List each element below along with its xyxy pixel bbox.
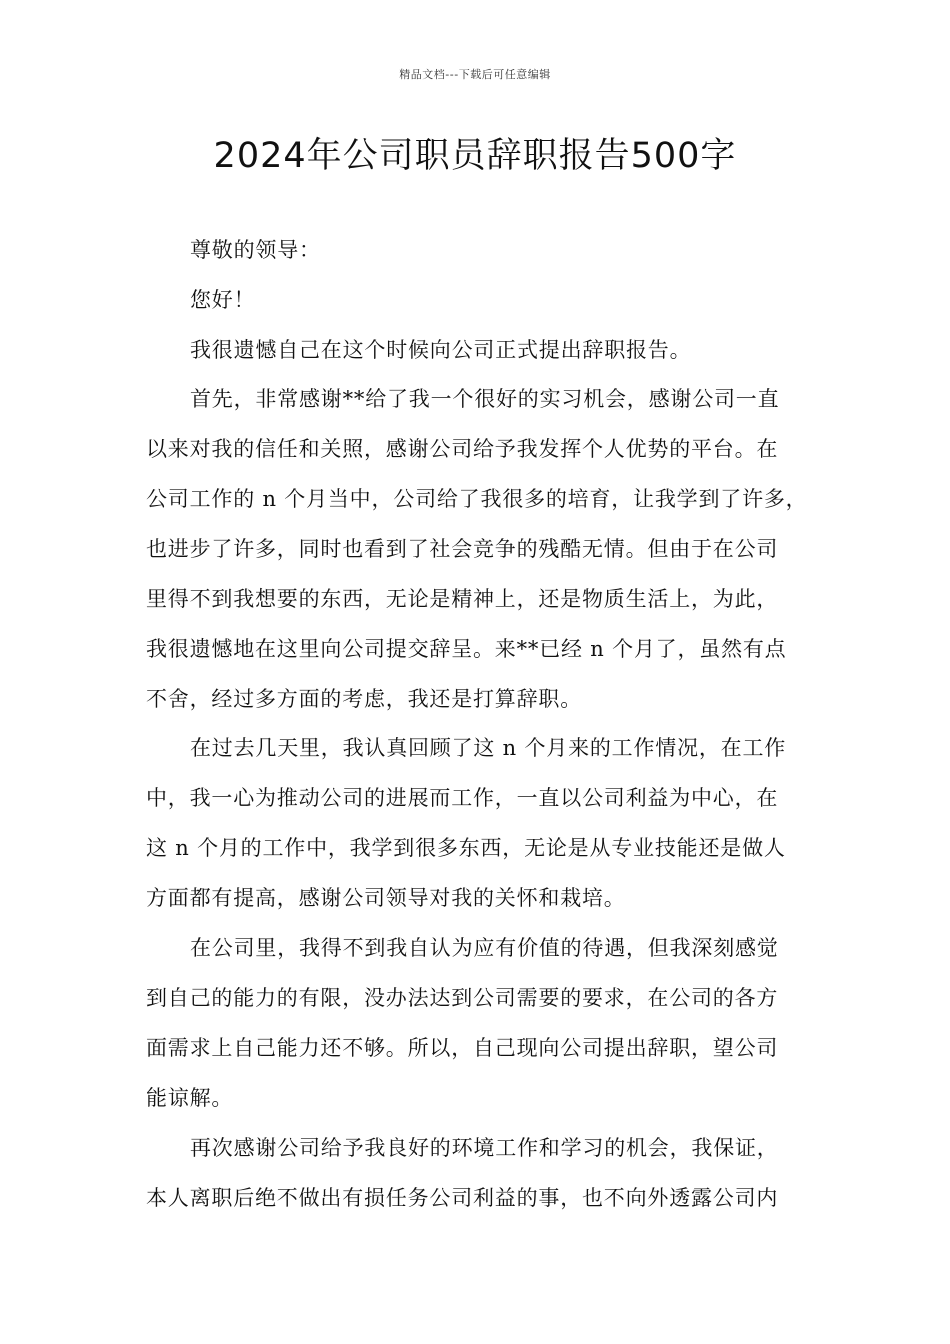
paragraph-line: 以来对我的信任和关照，感谢公司给予我发挥个人优势的平台。在 xyxy=(146,437,779,461)
paragraph-line: 首先，非常感谢**给了我一个很好的实习机会，感谢公司一直 xyxy=(190,387,780,411)
paragraph-line: 面需求上自己能力还不够。所以，自己现向公司提出辞职，望公司 xyxy=(146,1036,779,1060)
document-title: 2024年公司职员辞职报告500字 xyxy=(213,136,737,176)
paragraph-line: 里得不到我想要的东西，无论是精神上，还是物质生活上，为此， xyxy=(146,587,779,611)
paragraph-line: 本人离职后绝不做出有损任务公司利益的事，也不向外透露公司内 xyxy=(146,1186,779,1210)
paragraph-line: 方面都有提高，感谢公司领导对我的关怀和栽培。 xyxy=(146,886,626,910)
paragraph-line: 这 n 个月的工作中，我学到很多东西，无论是从专业技能还是做人 xyxy=(146,836,786,860)
paragraph-line: 到自己的能力的有限，没办法达到公司需要的要求，在公司的各方 xyxy=(146,986,779,1010)
paragraph-line: 在过去几天里，我认真回顾了这 n 个月来的工作情况，在工作 xyxy=(190,736,787,760)
paragraph-line: 中，我一心为推动公司的进展而工作，一直以公司利益为中心，在 xyxy=(146,786,779,810)
paragraph-line: 公司工作的 n 个月当中，公司给了我很多的培育，让我学到了许多， xyxy=(146,487,808,511)
paragraph-line: 我很遗憾地在这里向公司提交辞呈。来**已经 n 个月了，虽然有点 xyxy=(146,637,787,661)
paragraph-line: 不舍，经过多方面的考虑，我还是打算辞职。 xyxy=(146,687,582,711)
paragraph-line: 能谅解。 xyxy=(146,1086,234,1110)
greeting: 您好！ xyxy=(190,288,256,312)
salutation: 尊敬的领导： xyxy=(190,238,321,262)
paragraph-line: 在公司里，我得不到我自认为应有价值的待遇，但我深刻感觉 xyxy=(190,936,779,960)
header-note: 精品文档---下载后可任意编辑 xyxy=(399,68,551,81)
paragraph-line: 再次感谢公司给予我良好的环境工作和学习的机会，我保证， xyxy=(190,1136,779,1160)
paragraph-line: 也进步了许多，同时也看到了社会竞争的残酷无情。但由于在公司 xyxy=(146,537,779,561)
paragraph-line: 我很遗憾自己在这个时候向公司正式提出辞职报告。 xyxy=(190,338,692,362)
